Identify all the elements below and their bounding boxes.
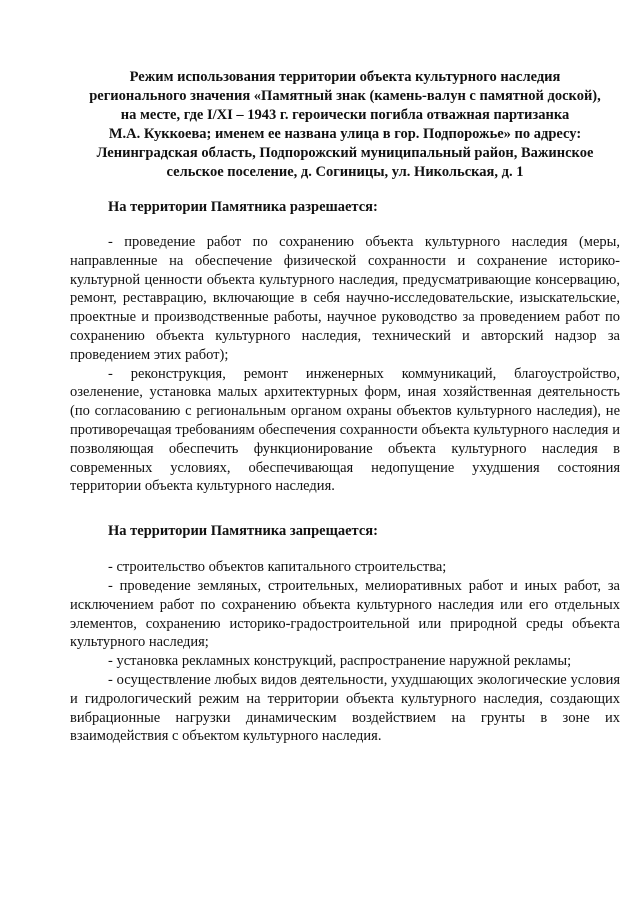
title-line: сельское поселение, д. Согиницы, ул. Никольская, д. 1 — [166, 164, 524, 180]
title-line: регионального значения «Памятный знак (камень-валун с памятной доской), — [89, 88, 601, 104]
forbidden-section-heading: На территории Памятника запрещается: — [108, 523, 378, 540]
forbidden-list — [70, 558, 620, 746]
forbidden-item: - проведение земляных, строительных, мелиоративных работ и иных работ, за исключением работ по сохранению объекта культурного наследия или его отдельных элементов, сохранению историко-градостроительной или природной среды объекта культурного наследия; — [70, 577, 620, 651]
title-line: Режим использования территории объекта культурного наследия — [129, 69, 561, 85]
forbidden-item: - строительство объектов капитального строительства; — [108, 559, 447, 576]
title-line: М.А. Куккоева; именем ее названа улица в гор. Подпорожье» по адресу: — [108, 126, 582, 142]
forbidden-item: - установка рекламных конструкций, распространение наружной рекламы; — [108, 653, 572, 670]
title-line: на месте, где I/XI – 1943 г. героически погибла отважная партизанка — [120, 107, 570, 123]
allowed-item: - проведение работ по сохранению объекта культурного наследия (меры, направленные на обеспечение физической сохранности и сохранение историко-культурной ценности объекта культурного наследия, предусматривающие консервацию, ремонт, реставрацию, включающие в себя научно-исследовательские, изыскательские, проектные и производственные работы, научное руководство за проведением работ по сохранению объекта культурного наследия, технический и авторский надзор за проведением этих работ); — [70, 234, 620, 363]
title-line: Ленинградская область, Подпорожский муниципальный район, Важинское — [96, 145, 594, 161]
allowed-list — [70, 233, 620, 496]
forbidden-item: - осуществление любых видов деятельности, ухудшающих экологические условия и гидрологический режим на территории объекта культурного наследия, создающих вибрационные нагрузки динамическим воздействием на грунты в зоне их взаимодействия с объектом культурного наследия. — [70, 671, 620, 745]
allowed-item: - реконструкция, ремонт инженерных коммуникаций, благоустройство, озеленение, установка малых архитектурных форм, иная хозяйственная деятельность (по согласованию с региональным органом охраны объектов культурного наследия), не противоречащая требованиям обеспечения сохранности объекта культурного наследия и позволяющая обеспечить функционирование объекта культурного наследия в современных условиях, обеспечивающая недопущение ухудшения состояния территории объекта культурного наследия. — [70, 365, 620, 495]
document-title — [70, 68, 620, 182]
allowed-section-heading: На территории Памятника разрешается: — [108, 199, 378, 215]
document-page — [70, 68, 620, 746]
